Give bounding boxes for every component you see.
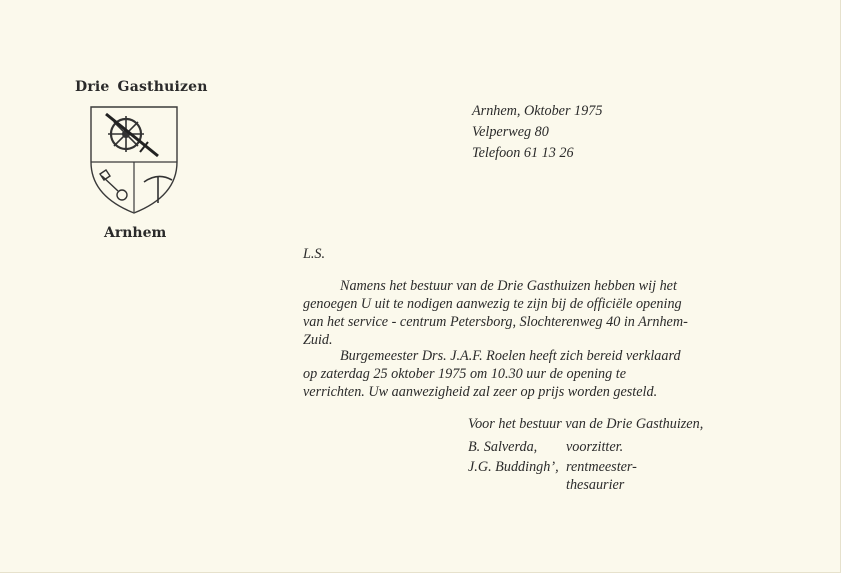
signature-role-treasurer-cont: thesaurier — [566, 477, 625, 493]
coat-of-arms-icon — [88, 104, 180, 216]
letterhead-name-part1: Drie — [75, 79, 110, 95]
signature-name-treasurer: J.G. Buddingh’, — [468, 459, 559, 475]
sender-street: Velperweg 80 — [472, 124, 549, 140]
body-line: Namens het bestuur van de Drie Gasthuizen hebben wij het — [340, 278, 677, 294]
body-line: verrichten. Uw aanwezigheid zal zeer op prijs worden gesteld. — [303, 384, 658, 400]
letterhead-name-part2: Gasthuizen — [117, 79, 208, 95]
body-line: van het service - centrum Petersborg, Slochterenweg 40 in Arnhem- — [303, 314, 688, 330]
body-line: Zuid. — [303, 332, 333, 348]
body-line: genoegen U uit te nodigen aanwezig te zijn bij de officiële opening — [303, 296, 682, 312]
signature-intro: Voor het bestuur van de Drie Gasthuizen, — [468, 416, 704, 432]
letterhead-name — [75, 79, 208, 95]
sender-place-date: Arnhem, Oktober 1975 — [472, 103, 603, 119]
letterhead-city: Arnhem — [104, 225, 167, 241]
salutation: L.S. — [303, 246, 326, 262]
signature-role-chair: voorzitter. — [566, 439, 624, 455]
signature-name-chair: B. Salverda, — [468, 439, 538, 455]
body-line: Burgemeester Drs. J.A.F. Roelen heeft zich bereid verklaard — [340, 348, 681, 364]
body-line: op zaterdag 25 oktober 1975 om 10.30 uur de opening te — [303, 366, 626, 382]
sender-phone: Telefoon 61 13 26 — [472, 145, 574, 161]
signature-role-treasurer: rentmeester- — [566, 459, 637, 475]
